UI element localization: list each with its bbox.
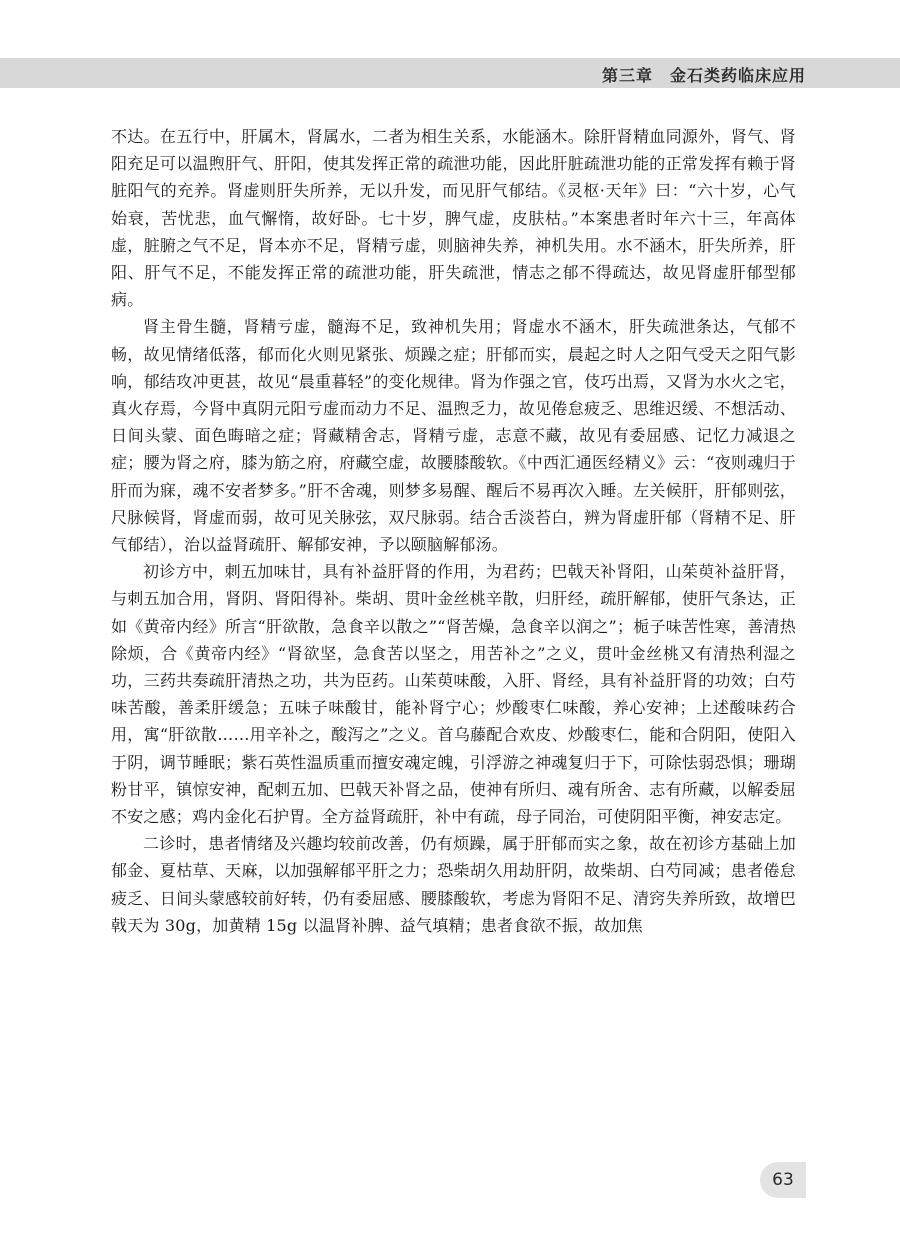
paragraph-4: 二诊时，患者情绪及兴趣均较前改善，仍有烦躁，属于肝郁而实之象，故在初诊方基础上加郁金、夏枯草、天麻，以加强解郁平肝之力；恐柴胡久用劫肝阴，故柴胡、白芍同减；患者倦怠疲乏、日间头蒙感较前好转，仍有委屈感、腰膝酸软，考虑为肾阳不足、清窍失养所致，故增巴戟天为 30g，加黄精 15g 以温肾补脾、益气填精；患者食欲不振，故加焦 xyxy=(111,834,796,935)
paragraph-1: 不达。在五行中，肝属木，肾属水，二者为相生关系，水能涵木。除肝肾精血同源外，肾气、肾阳充足可以温煦肝气、肝阳，使其发挥正常的疏泄功能，因此肝脏疏泄功能的正常发挥有赖于肾脏阳气的充养。肾虚则肝失所养，无以升发，而见肝气郁结。《灵枢·天年》曰：“六十岁，心气始衰，苦忧悲，血气懈惰，故好卧。七十岁，脾气虚，皮肤枯。”本案患者时年六十三，年高体虚，脏腑之气不足，肾本亦不足，肾精亏虚，则脑神失养，神机失用。水不涵木，肝失所养，肝阳、肝气不足，不能发挥正常的疏泄功能，肝失疏泄，情志之郁不得疏达，故见肾虚肝郁型郁病。 xyxy=(111,127,796,310)
chapter-title: 第三章 金石类药临床应用 xyxy=(601,66,806,85)
paragraph-2: 肾主骨生髓，肾精亏虚，髓海不足，致神机失用；肾虚水不涵木，肝失疏泄条达，气郁不畅，故见情绪低落，郁而化火则见紧张、烦躁之症；肝郁而实，晨起之时人之阳气受天之阳气影响，郁结攻冲更甚，故见“晨重暮轻”的变化规律。肾为作强之官，伎巧出焉，又肾为水火之宅，真火存焉，今肾中真阴元阳亏虚而动力不足、温煦乏力，故见倦怠疲乏、思维迟缓、不想活动、日间头蒙、面色晦暗之症；肾藏精舍志，肾精亏虚，志意不藏，故见有委屈感、记忆力减退之症；腰为肾之府，膝为筋之府，府藏空虚，故腰膝酸软。《中西汇通医经精义》云：“夜则魂归于肝而为寐，魂不安者梦多。”肝不舍魂，则梦多易醒、醒后不易再次入睡。左关候肝，肝郁则弦，尺脉候肾，肾虚而弱，故可见关脉弦，双尺脉弱。结合舌淡苔白，辨为肾虚肝郁（肾精不足、肝气郁结），治以益肾疏肝、解郁安神，予以颐脑解郁汤。 xyxy=(111,317,796,555)
paragraph-3: 初诊方中，刺五加味甘，具有补益肝肾的作用，为君药；巴戟天补肾阳，山茱萸补益肝肾，与刺五加合用，肾阴、肾阳得补。柴胡、贯叶金丝桃辛散，归肝经，疏肝解郁，使肝气条达，正如《黄帝内经》所言“肝欲散，急食辛以散之”“肾苦燥，急食辛以润之”；栀子味苦性寒，善清热除烦，合《黄帝内经》“肾欲坚，急食苦以坚之，用苦补之”之义，贯叶金丝桃又有清热利湿之功，三药共奏疏肝清热之功，共为臣药。山茱萸味酸，入肝、肾经，具有补益肝肾的功效；白芍味苦酸，善柔肝缓急；五味子味酸甘，能补肾宁心；炒酸枣仁味酸，养心安神；上述酸味药合用，寓“肝欲散……用辛补之，酸泻之”之义。首乌藤配合欢皮、炒酸枣仁，能和合阴阳，使阳入于阴，调节睡眠；紫石英性温质重而擅安魂定魄，引浮游之神魂复归于下，可除怯弱恐惧；珊瑚粉甘平，镇惊安神，配刺五加、巴戟天补肾之品，使神有所归、魂有所舍、志有所藏，以解委屈不安之感；鸡内金化石护胃。全方益肾疏肝，补中有疏，母子同治，可使阴阳平衡，神安志定。 xyxy=(111,562,796,827)
page-number: 63 xyxy=(760,1162,806,1198)
body-text xyxy=(111,123,796,1163)
